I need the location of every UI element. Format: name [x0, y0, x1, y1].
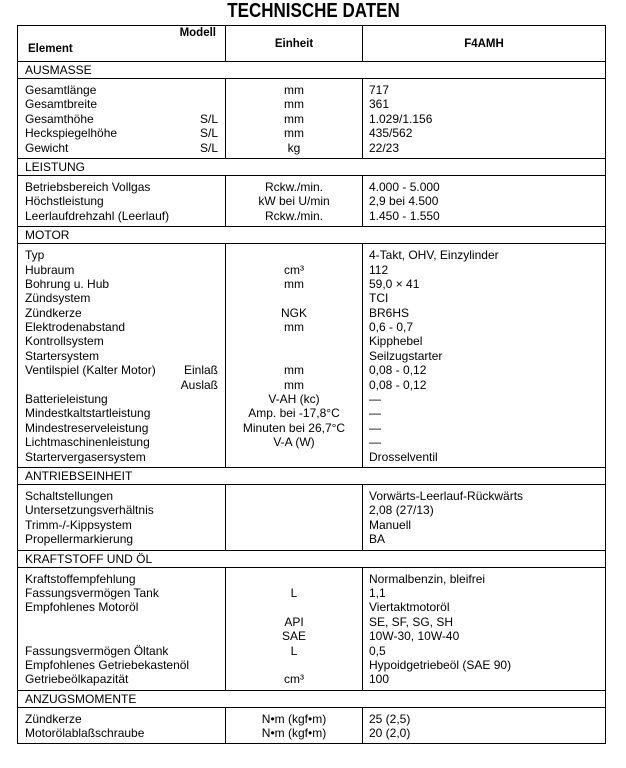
value-cell: 717: [369, 83, 390, 97]
element-label: Kontrollsystem: [25, 334, 104, 349]
value-cell: 2,08 (27/13): [369, 503, 434, 518]
header-unit-label: Einheit: [274, 37, 314, 50]
unit-cell: mm: [284, 83, 304, 97]
section-body-ausmasse: [18, 79, 605, 159]
variant-label: Auslaß: [180, 377, 218, 392]
unit-cell: [225, 334, 362, 348]
value-cell: BR6HS: [369, 305, 410, 320]
element-cell: [18, 334, 225, 348]
value-cell: 22/23: [369, 140, 400, 155]
unit-cell: Minuten bei 26,7°C: [242, 420, 346, 435]
element-cell: [18, 194, 225, 208]
value-cell: Kipphebel: [369, 334, 423, 349]
element-label: Gesamtlänge: [25, 83, 97, 97]
value-cell: 20 (2,0): [369, 726, 411, 741]
section-title: ANTRIEBSEINHEIT: [25, 468, 133, 483]
variant-label: S/L: [199, 140, 218, 155]
row-typ: [18, 248, 605, 262]
element-cell: [18, 248, 225, 262]
section-body-motor: [18, 244, 605, 468]
element-label: Getriebeölkapazität: [25, 672, 129, 687]
element-label: Bohrung u. Hub: [25, 276, 110, 291]
row-lichtmaschinenleistung: [18, 435, 605, 449]
section-title: AUSMASSE: [25, 63, 92, 77]
value-cell: —: [369, 420, 381, 435]
element-label: Höchstleistung: [25, 194, 104, 209]
header-modell-label: Modell: [179, 27, 216, 39]
unit-cell: SAE: [281, 629, 306, 644]
section-header-leistung: [18, 159, 605, 176]
element-label: Zündkerze: [25, 711, 82, 726]
unit-cell: V-AH (kc): [268, 392, 320, 407]
unit-cell: Amp. bei -17,8°C: [248, 406, 340, 421]
element-label: Fassungsvermögen Tank: [25, 585, 159, 600]
element-cell: [18, 277, 225, 291]
element-label: Startervergasersystem: [25, 449, 146, 464]
element-label: Betriebsbereich Vollgas: [25, 179, 151, 194]
row-zuendsystem: [18, 291, 605, 305]
unit-cell: [225, 600, 362, 614]
row-bohrung-hub: [18, 277, 605, 291]
element-label: Elektrodenabstand: [25, 320, 126, 335]
element-label: Startersystem: [25, 348, 100, 363]
element-label: Gesamthöhe: [25, 111, 94, 126]
element-label: Empfohlenes Getriebekastenöl: [25, 657, 190, 672]
variant-label: Einlaß: [183, 363, 218, 378]
element-cell: [18, 586, 225, 600]
element-cell: [18, 572, 225, 586]
unit-cell: [225, 532, 362, 546]
value-cell: Hypoidgetriebeöl (SAE 90): [369, 657, 512, 672]
header-unit-cell: [225, 26, 362, 61]
unit-cell: mm: [284, 377, 304, 392]
element-cell: [18, 126, 225, 140]
value-cell: 10W-30, 10W-40: [369, 629, 460, 644]
element-cell: [18, 363, 225, 377]
element-cell: [18, 209, 225, 223]
row-untersetzungsverhaeltnis: [18, 503, 605, 517]
value-cell: Normalbenzin, bleifrei: [369, 571, 486, 586]
row-trimm-kippsystem: [18, 518, 605, 532]
unit-cell: [225, 518, 362, 532]
element-cell: [18, 503, 225, 517]
value-cell: 59,0 × 41: [369, 276, 420, 291]
variant-label: S/L: [199, 111, 218, 126]
value-cell: —: [369, 392, 381, 407]
value-cell: 361: [369, 97, 390, 112]
element-cell: [18, 435, 225, 449]
element-label: Zündsystem: [25, 291, 91, 306]
unit-cell: mm: [284, 111, 304, 126]
row-gesamtbreite: [18, 97, 605, 111]
row-hoechstleistung: [18, 194, 605, 208]
value-cell: 0,6 - 0,7: [369, 320, 414, 335]
value-cell: 0,5: [369, 643, 386, 658]
element-cell: [18, 629, 225, 643]
row-schaltstellungen: [18, 489, 605, 503]
row-zuendkerze: [18, 306, 605, 320]
element-cell: [18, 141, 225, 155]
row-fassungsvermoegen-tank: [18, 586, 605, 600]
unit-cell: N•m (kgf•m): [261, 711, 327, 726]
element-cell: [18, 291, 225, 305]
section-title: KRAFTSTOFF UND ÖL: [25, 551, 153, 566]
header-model-cell: [362, 26, 605, 61]
value-cell: Vorwärts-Leerlauf-Rückwärts: [369, 488, 524, 503]
value-cell: Seilzugstarter: [369, 348, 443, 363]
element-cell: [18, 726, 225, 740]
section-title: ANZUGSMOMENTE: [25, 691, 137, 706]
element-cell: [18, 658, 225, 672]
row-betriebsbereich-vollgas: [18, 180, 605, 194]
value-cell: 112: [369, 262, 389, 277]
value-cell: Viertaktmotoröl: [369, 600, 450, 615]
unit-cell: [225, 572, 362, 586]
value-cell: 25 (2,5): [369, 711, 411, 726]
element-label: Typ: [25, 248, 45, 263]
row-empfohlenes-motoroel: [18, 600, 605, 614]
unit-cell: [225, 349, 362, 363]
unit-cell: [225, 248, 362, 262]
section-body-antriebseinheit: [18, 485, 605, 551]
value-cell: 1,1: [369, 585, 386, 600]
row-ventilspiel-auslass: [18, 378, 605, 392]
section-body-kraftstoff-und-oel: [18, 568, 605, 691]
element-label: Gesamtbreite: [25, 97, 98, 112]
value-cell: TCI: [369, 291, 389, 306]
element-cell: [18, 421, 225, 435]
header-element-cell: [18, 26, 225, 61]
value-cell: Manuell: [369, 517, 412, 532]
unit-cell: [225, 489, 362, 503]
value-cell: BA: [369, 532, 386, 547]
unit-cell: NGK: [280, 305, 307, 320]
row-empfohlenes-getriebekastenoel: [18, 658, 605, 672]
element-cell: [18, 600, 225, 614]
element-cell: [18, 378, 225, 392]
element-label: Fassungsvermögen Öltank: [25, 643, 169, 658]
row-gesamthoehe: [18, 112, 605, 126]
unit-cell: Rckw./min.: [264, 179, 323, 194]
title-bar: [0, 0, 626, 22]
row-hubraum: [18, 263, 605, 277]
element-label: Mindestkaltstartleistung: [25, 406, 151, 421]
row-ventilspiel-einlass: [18, 363, 605, 377]
unit-cell: mm: [284, 320, 304, 335]
section-header-motor: [18, 227, 605, 244]
unit-cell: mm: [284, 276, 304, 291]
element-label: Trimm-/-Kippsystem: [25, 517, 132, 532]
header-model-name: F4AMH: [464, 37, 504, 50]
unit-cell: L: [290, 585, 298, 600]
unit-cell: V-A (W): [273, 435, 315, 450]
row-gewicht: [18, 141, 605, 155]
header-element-label: Element: [28, 43, 73, 55]
section-body-anzugsmomente: [18, 708, 605, 744]
element-cell: [18, 349, 225, 363]
row-mindestkaltstartleistung: [18, 406, 605, 420]
unit-cell: N•m (kgf•m): [261, 726, 327, 741]
element-label: Propellermarkierung: [25, 532, 134, 547]
unit-cell: kg: [287, 140, 301, 155]
element-label: Ventilspiel (Kalter Motor): [25, 363, 156, 378]
section-title: MOTOR: [25, 228, 70, 243]
value-cell: Drosselventil: [369, 449, 438, 464]
value-cell: 1.029/1.156: [369, 111, 433, 126]
unit-cell: mm: [284, 97, 304, 112]
element-label: Mindestreserveleistung: [25, 420, 149, 435]
row-startersystem: [18, 349, 605, 363]
element-cell: [18, 83, 225, 97]
value-cell: 100: [369, 672, 390, 687]
row-propellermarkierung: [18, 532, 605, 546]
element-label: Kraftstoffempfehlung: [25, 571, 136, 586]
element-cell: [18, 112, 225, 126]
value-cell: 1.450 - 1.550: [369, 208, 440, 223]
unit-cell: mm: [284, 363, 304, 378]
row-fassungsvermoegen-oeltank: [18, 644, 605, 658]
value-cell: 2,9 bei 4.500: [369, 194, 439, 209]
value-cell: 4-Takt, OHV, Einzylinder: [369, 248, 499, 263]
element-cell: [18, 672, 225, 686]
unit-cell: cm³: [284, 672, 304, 687]
element-cell: [18, 406, 225, 420]
element-cell: [18, 263, 225, 277]
row-motoroel-api: [18, 615, 605, 629]
element-label: Schaltstellungen: [25, 488, 114, 503]
element-label: Gewicht: [25, 140, 69, 155]
page-title: TECHNISCHE DATEN: [226, 0, 400, 22]
unit-cell: [225, 503, 362, 517]
unit-cell: Rckw./min.: [264, 208, 323, 223]
section-header-antriebseinheit: [18, 468, 605, 485]
element-cell: [18, 712, 225, 726]
value-cell: SE, SF, SG, SH: [369, 614, 454, 629]
row-gesamtlaenge: [18, 83, 605, 97]
element-label: Zündkerze: [25, 305, 82, 320]
row-kraftstoffempfehlung: [18, 572, 605, 586]
variant-label: S/L: [199, 126, 218, 141]
row-mindestreserveleistung: [18, 421, 605, 435]
element-label: Leerlaufdrehzahl (Leerlauf): [25, 208, 170, 223]
section-header-ausmasse: [18, 62, 605, 79]
element-cell: [18, 615, 225, 629]
element-cell: [18, 518, 225, 532]
element-label: Lichtmaschinenleistung: [25, 435, 150, 450]
element-cell: [18, 644, 225, 658]
element-cell: [18, 450, 225, 464]
table-header: [18, 26, 605, 62]
element-label: Untersetzungsverhältnis: [25, 503, 154, 518]
row-anzug-zuendkerze: [18, 712, 605, 726]
spec-table: [17, 25, 606, 744]
row-getriebeoelkapazitaet: [18, 672, 605, 686]
value-cell: 435/562: [369, 126, 413, 141]
element-cell: [18, 180, 225, 194]
section-header-anzugsmomente: [18, 691, 605, 708]
element-label: Heckspiegelhöhe: [25, 126, 118, 141]
section-body-leistung: [18, 176, 605, 227]
element-label: Empfohlenes Motoröl: [25, 600, 139, 615]
section-header-kraftstoff-und-oel: [18, 551, 605, 568]
element-label: Motorölablaßschraube: [25, 726, 145, 741]
unit-cell: [225, 291, 362, 305]
value-cell: 4.000 - 5.000: [369, 179, 440, 194]
section-title: LEISTUNG: [25, 159, 86, 174]
value-cell: 0,08 - 0,12: [369, 363, 427, 378]
unit-cell: kW bei U/min: [258, 194, 330, 209]
unit-cell: cm³: [284, 262, 304, 277]
value-cell: —: [369, 435, 381, 450]
element-cell: [18, 532, 225, 546]
element-label: Batterieleistung: [25, 392, 108, 407]
value-cell: —: [369, 406, 381, 421]
element-cell: [18, 97, 225, 111]
value-cell: 0,08 - 0,12: [369, 377, 427, 392]
element-cell: [18, 392, 225, 406]
unit-cell: [225, 450, 362, 464]
row-kontrollsystem: [18, 334, 605, 348]
unit-cell: [225, 658, 362, 672]
element-cell: [18, 320, 225, 334]
row-leerlaufdrehzahl: [18, 209, 605, 223]
element-cell: [18, 306, 225, 320]
row-anzug-motoroelablassschraube: [18, 726, 605, 740]
row-heckspiegelhoehe: [18, 126, 605, 140]
unit-cell: API: [284, 614, 304, 629]
element-cell: [18, 489, 225, 503]
unit-cell: L: [290, 643, 298, 658]
row-startervergasersystem: [18, 450, 605, 464]
element-label: Hubraum: [25, 262, 75, 277]
unit-cell: mm: [284, 126, 304, 141]
row-motoroel-sae: [18, 629, 605, 643]
row-elektrodenabstand: [18, 320, 605, 334]
row-batterieleistung: [18, 392, 605, 406]
